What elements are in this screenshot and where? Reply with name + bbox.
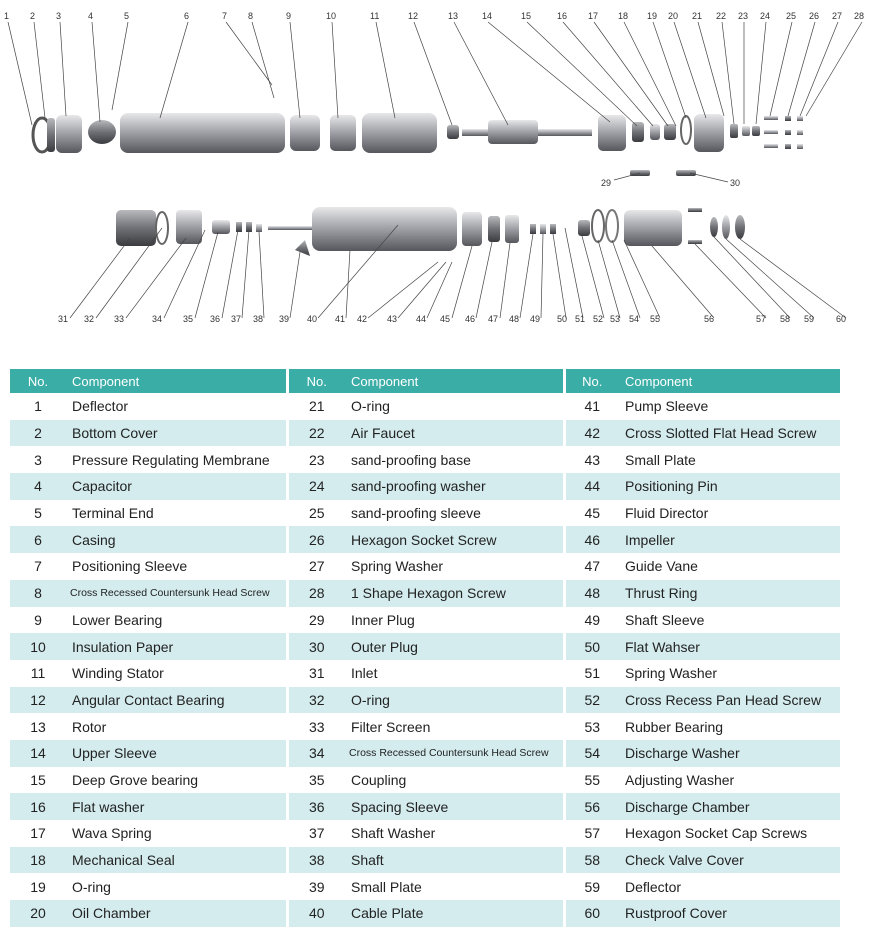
- part-name: Filter Screen: [351, 718, 431, 735]
- pump-assembly-parts: [116, 207, 745, 256]
- part-name: Shaft Washer: [351, 825, 436, 842]
- part-number: 9: [34, 611, 42, 628]
- callout-49: 49: [530, 314, 541, 324]
- part-name: Small Plate: [625, 451, 696, 468]
- callout-18: 18: [618, 11, 629, 21]
- part-number: 16: [10, 793, 66, 820]
- callout-19: 19: [647, 11, 658, 21]
- part-name: Small Plate: [351, 878, 422, 895]
- part-number: 21: [287, 393, 345, 420]
- callout-15: 15: [521, 11, 532, 21]
- part-number: 28: [287, 580, 345, 607]
- part-name: Discharge Chamber: [619, 793, 840, 820]
- callout-56: 56: [704, 314, 715, 324]
- part-number: 40: [287, 900, 345, 927]
- part-name: Insulation Paper: [66, 633, 287, 660]
- part-number: 47: [564, 553, 619, 580]
- part-name: Air Faucet: [345, 420, 564, 447]
- part-number: 44: [564, 473, 619, 500]
- part-name: sand-proofing sleeve: [351, 505, 481, 522]
- part-number: 57: [564, 820, 619, 847]
- callout-2: 2: [30, 11, 36, 21]
- part-number: 32: [287, 687, 345, 714]
- header-component: Component: [619, 369, 840, 393]
- callout-6: 6: [184, 11, 190, 21]
- part-name: Shaft: [345, 847, 564, 874]
- part-number: 17: [30, 825, 46, 842]
- callout-3: 3: [56, 11, 62, 21]
- part-number: 1: [34, 398, 42, 415]
- callout-5: 5: [124, 11, 130, 21]
- part-number: 58: [564, 847, 619, 874]
- part-name: Cross Recessed Countersunk Head Screw: [345, 740, 564, 767]
- callout-labels: [4, 11, 864, 324]
- table-row: [10, 446, 840, 473]
- part-name: Rotor: [72, 718, 107, 735]
- callout-21: 21: [692, 11, 703, 21]
- part-name: Coupling: [351, 771, 407, 788]
- callout-22: 22: [716, 11, 727, 21]
- part-name: Guide Vane: [625, 558, 698, 575]
- part-name: Positioning Pin: [619, 473, 840, 500]
- part-number: 26: [287, 526, 345, 553]
- callout-36: 36: [210, 314, 221, 324]
- part-name: Capacitor: [66, 473, 287, 500]
- part-number: 54: [564, 740, 619, 767]
- part-name: Winding Stator: [72, 665, 164, 682]
- part-number: 45: [564, 500, 619, 527]
- part-name: Deep Grove bearing: [72, 771, 199, 788]
- part-name: Upper Sleeve: [66, 740, 287, 767]
- part-name: Oil Chamber: [66, 900, 287, 927]
- part-name: Angular Contact Bearing: [66, 687, 287, 714]
- header-no: No.: [564, 369, 619, 393]
- table-row: [10, 633, 840, 660]
- callout-20: 20: [668, 11, 679, 21]
- part-name: Cross Recess Pan Head Screw: [619, 687, 840, 714]
- part-number: 36: [287, 793, 345, 820]
- callout-9: 9: [286, 11, 292, 21]
- table-row: [10, 873, 840, 900]
- callout-11: 11: [370, 11, 380, 21]
- callout-8: 8: [248, 11, 254, 21]
- table-row: [10, 767, 840, 794]
- table-row: [10, 580, 840, 607]
- part-number: 38: [287, 847, 345, 874]
- callout-4: 4: [88, 11, 94, 21]
- callout-28: 28: [854, 11, 865, 21]
- part-number: 14: [10, 740, 66, 767]
- part-name: Casing: [66, 526, 287, 553]
- part-number: 31: [287, 660, 345, 687]
- part-number: 5: [34, 505, 42, 522]
- part-name: 1 Shape Hexagon Screw: [345, 580, 564, 607]
- callout-31: 31: [58, 314, 69, 324]
- part-name: Deflector: [72, 398, 129, 415]
- part-name: sand-proofing washer: [345, 473, 564, 500]
- part-number: 53: [564, 713, 619, 740]
- callout-24: 24: [760, 11, 771, 21]
- part-name: Bottom Cover: [66, 420, 287, 447]
- callout-27: 27: [832, 11, 843, 21]
- part-number: 6: [10, 526, 66, 553]
- part-number: 25: [287, 500, 345, 527]
- part-name: Wava Spring: [72, 825, 152, 842]
- callout-38: 38: [253, 314, 264, 324]
- part-number: 60: [564, 900, 619, 927]
- callout-48: 48: [509, 314, 520, 324]
- part-name: Cross Recessed Countersunk Head Screw: [66, 580, 287, 607]
- part-number: 43: [564, 446, 619, 473]
- part-number: 11: [30, 665, 46, 682]
- part-name: Rustproof Cover: [619, 900, 840, 927]
- part-number: 20: [10, 900, 66, 927]
- part-number: 2: [10, 420, 66, 447]
- part-number: 41: [564, 393, 619, 420]
- part-number: 7: [34, 558, 42, 575]
- part-name: Lower Bearing: [72, 611, 163, 628]
- part-number: 39: [287, 873, 345, 900]
- part-number: 29: [287, 607, 345, 634]
- part-name: Hexagon Socket Cap Screws: [625, 825, 808, 842]
- part-number: 19: [30, 878, 46, 895]
- part-number: 13: [30, 718, 46, 735]
- header-component: Component: [66, 369, 287, 393]
- part-name: Pressure Regulating Membrane: [72, 451, 270, 468]
- part-name: Impeller: [619, 526, 840, 553]
- part-number: 42: [564, 420, 619, 447]
- callout-60: 60: [836, 314, 847, 324]
- part-number: 49: [564, 607, 619, 634]
- callout-54: 54: [629, 314, 640, 324]
- part-number: 18: [10, 847, 66, 874]
- table-row: [10, 687, 840, 714]
- callout-7: 7: [222, 11, 228, 21]
- part-name: Flat washer: [66, 793, 287, 820]
- callout-53: 53: [610, 314, 621, 324]
- callout-1: 1: [4, 11, 10, 21]
- part-name: Mechanical Seal: [66, 847, 287, 874]
- callout-34: 34: [152, 314, 163, 324]
- table-row: [10, 500, 840, 527]
- table-row: [10, 393, 840, 420]
- part-number: 3: [34, 451, 42, 468]
- part-name: O-ring: [351, 398, 390, 415]
- part-number: 10: [10, 633, 66, 660]
- part-name: Terminal End: [72, 505, 154, 522]
- part-name: Cable Plate: [345, 900, 564, 927]
- callout-42: 42: [357, 314, 368, 324]
- part-number: 56: [564, 793, 619, 820]
- table-row: [10, 713, 840, 740]
- part-name: Inlet: [351, 665, 378, 682]
- part-number: 27: [287, 553, 345, 580]
- callout-44: 44: [416, 314, 427, 324]
- part-name: Fluid Director: [625, 505, 709, 522]
- header-no: No.: [287, 369, 345, 393]
- callout-23: 23: [738, 11, 749, 21]
- callout-52: 52: [593, 314, 604, 324]
- part-number: 34: [287, 740, 345, 767]
- part-name: O-ring: [345, 687, 564, 714]
- part-number: 46: [564, 526, 619, 553]
- callout-43: 43: [387, 314, 398, 324]
- callout-10: 10: [326, 11, 337, 21]
- table-row: [10, 420, 840, 447]
- part-name: Positioning Sleeve: [72, 558, 188, 575]
- callout-39: 39: [279, 314, 290, 324]
- callout-33: 33: [114, 314, 125, 324]
- callout-16: 16: [557, 11, 568, 21]
- part-name: O-ring: [72, 878, 111, 895]
- part-number: 52: [564, 687, 619, 714]
- callout-59: 59: [804, 314, 815, 324]
- part-number: 51: [564, 660, 619, 687]
- part-number: 33: [287, 713, 345, 740]
- table-row: [10, 740, 840, 767]
- callout-30: 30: [730, 178, 741, 188]
- part-name: Pump Sleeve: [625, 398, 709, 415]
- part-number: 30: [287, 633, 345, 660]
- part-number: 37: [287, 820, 345, 847]
- part-number: 4: [10, 473, 66, 500]
- callout-45: 45: [440, 314, 451, 324]
- table-row: [10, 526, 840, 553]
- callout-41: 41: [335, 314, 346, 324]
- callout-12: 12: [408, 11, 419, 21]
- motor-assembly-parts: [33, 113, 803, 176]
- table-row: [10, 820, 840, 847]
- table-row: [10, 900, 840, 927]
- callout-13: 13: [448, 11, 459, 21]
- part-number: 35: [287, 767, 345, 794]
- table-row: [10, 847, 840, 874]
- callout-55: 55: [650, 314, 661, 324]
- header-component: Component: [345, 369, 564, 393]
- callout-17: 17: [588, 11, 599, 21]
- callout-37: 37: [231, 314, 242, 324]
- part-name: sand-proofing base: [351, 451, 471, 468]
- exploded-view-diagram: [0, 0, 870, 340]
- part-name: Discharge Washer: [619, 740, 840, 767]
- callout-57: 57: [756, 314, 767, 324]
- callout-35: 35: [183, 314, 194, 324]
- part-name: Hexagon Socket Screw: [345, 526, 564, 553]
- part-number: 59: [564, 873, 619, 900]
- part-name: Inner Plug: [351, 611, 415, 628]
- parts-table: [10, 369, 840, 927]
- part-number: 48: [564, 580, 619, 607]
- part-number: 22: [287, 420, 345, 447]
- table-row: [10, 553, 840, 580]
- part-number: 55: [564, 767, 619, 794]
- callout-47: 47: [488, 314, 499, 324]
- header-no: No.: [10, 369, 66, 393]
- part-name: Shaft Sleeve: [625, 611, 705, 628]
- callout-46: 46: [465, 314, 476, 324]
- part-number: 8: [10, 580, 66, 607]
- part-name: Spacing Sleeve: [345, 793, 564, 820]
- callout-50: 50: [557, 314, 568, 324]
- part-name: Check Valve Cover: [619, 847, 840, 874]
- leader-lines: [8, 22, 862, 318]
- part-name: Cross Slotted Flat Head Screw: [619, 420, 840, 447]
- callout-40: 40: [307, 314, 318, 324]
- callout-51: 51: [575, 314, 586, 324]
- table-row: [10, 660, 840, 687]
- part-name: Rubber Bearing: [625, 718, 724, 735]
- callout-26: 26: [809, 11, 820, 21]
- part-number: 15: [30, 771, 46, 788]
- part-name: Spring Washer: [625, 665, 718, 682]
- callout-32: 32: [84, 314, 95, 324]
- part-name: Spring Washer: [351, 558, 444, 575]
- part-number: 12: [10, 687, 66, 714]
- table-row: [10, 607, 840, 634]
- callout-58: 58: [780, 314, 791, 324]
- part-name: Outer Plug: [345, 633, 564, 660]
- part-number: 23: [287, 446, 345, 473]
- table-row: [10, 793, 840, 820]
- callout-14: 14: [482, 11, 493, 21]
- part-name: Adjusting Washer: [625, 771, 735, 788]
- part-name: Flat Wahser: [619, 633, 840, 660]
- part-name: Thrust Ring: [619, 580, 840, 607]
- table-row: [10, 473, 840, 500]
- callout-29: 29: [601, 178, 612, 188]
- table-header-row: [10, 369, 840, 393]
- part-name: Deflector: [625, 878, 682, 895]
- part-number: 50: [564, 633, 619, 660]
- callout-25: 25: [786, 11, 797, 21]
- part-number: 24: [287, 473, 345, 500]
